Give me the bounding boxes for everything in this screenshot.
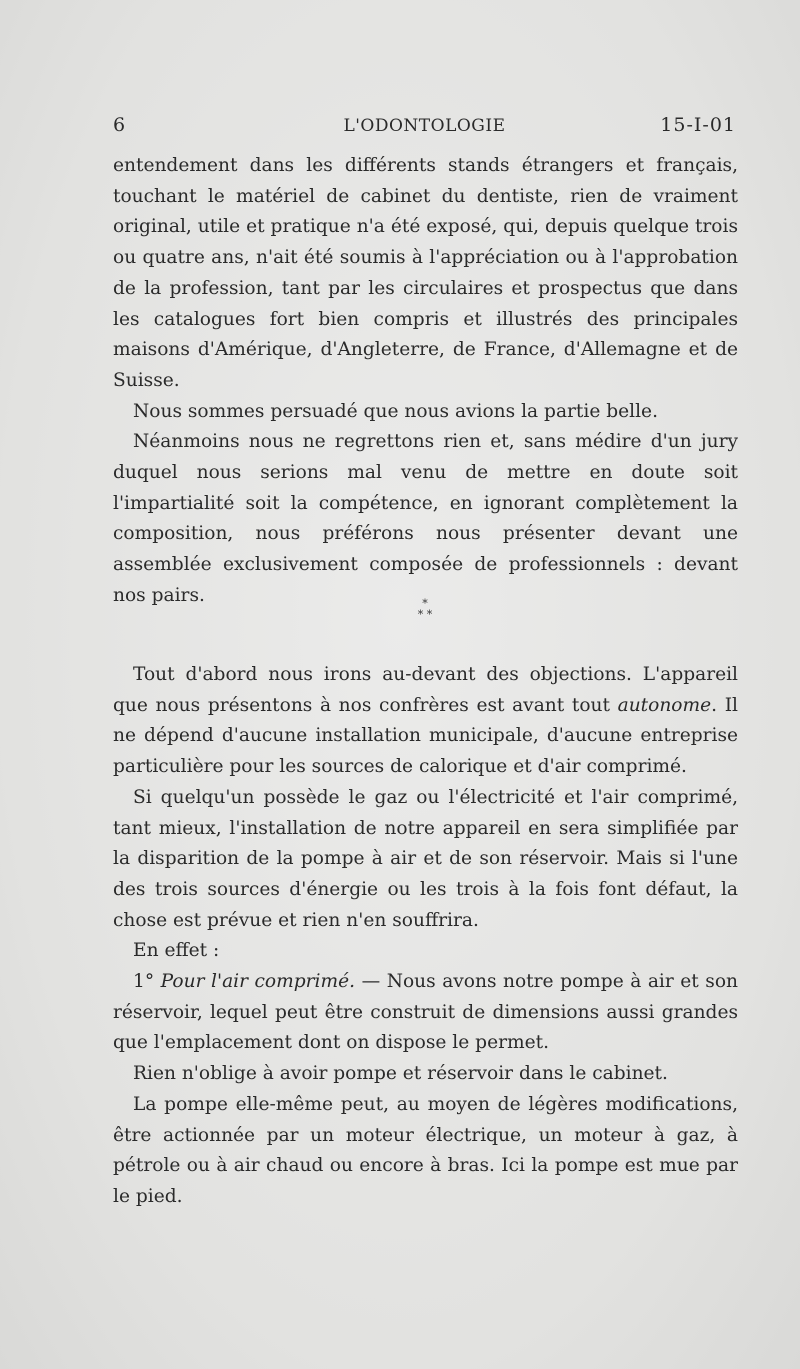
running-head <box>113 114 736 140</box>
paragraph: entendement dans les différents stands étrangers et français, touchant le matériel de cabinet du dentiste, rien de vraiment original, utile et pratique n'a été exposé, qui, depuis quelque trois ou quatre ans, n'ait été soumis à l'appréciation ou à l'approbation de la profession, tant par les circulaires et prospectus que dans les catalogues fort bien compris et illustrés des principales maisons d'Amérique, d'Angleterre, de France, d'Allemagne et de Suisse. <box>113 155 738 391</box>
paragraph <box>113 967 738 1059</box>
asterism-top: * <box>422 597 428 610</box>
italic-heading: Pour l'air comprimé. <box>160 971 356 993</box>
paragraph: En effet : <box>133 940 220 962</box>
section-separator-asterism <box>395 598 455 620</box>
italic-term: autonome <box>617 694 712 716</box>
paragraph: Si quelqu'un possède le gaz ou l'électricité et l'air comprimé, tant mieux, l'installation de notre appareil en sera simplifiée par la disparition de la pompe à air et de son réservoir. Mais si l'une des trois sources d'énergie ou les trois à la fois font défaut, la chose est prévue et rien n'en souffrira. <box>113 786 738 931</box>
text-run: — Nous avons notre pompe à air et son réservoir, lequel peut être construit de dimensions aussi grandes que l'emplacement dont on dispose le permet. <box>113 971 738 1054</box>
paragraph <box>113 660 738 783</box>
paragraph: Rien n'oblige à avoir pompe et réservoir dans le cabinet. <box>133 1063 668 1085</box>
list-number: 1° <box>133 971 155 993</box>
text-block-upper <box>113 151 738 612</box>
asterism-bottom: * * <box>417 608 433 621</box>
issue-date: 15-I-01 <box>660 114 736 136</box>
journal-title: L'ODONTOLOGIE <box>343 116 506 136</box>
text-run: Tout d'abord nous irons au-devant des objections. L'appareil que nous présentons à nos confrères est avant tout <box>113 664 738 716</box>
page-number: 6 <box>113 114 126 136</box>
paragraph: La pompe elle-même peut, au moyen de légères modifications, être actionnée par un moteur électrique, un moteur à gaz, à pétrole ou à air chaud ou encore à bras. Ici la pompe est mue par le pied. <box>113 1093 738 1207</box>
text-block-lower <box>113 660 738 1213</box>
text-run: . Il ne dépend d'aucune installation municipale, d'aucune entreprise particulière pour les sources de calorique et d'air comprimé. <box>113 694 738 778</box>
paragraph: Nous sommes persuadé que nous avions la partie belle. <box>133 400 658 422</box>
paragraph: Néanmoins nous ne regrettons rien et, sans médire d'un jury duquel nous serions mal venu de mettre en doute soit l'impartialité soit la compétence, en ignorant complètement la composition, nous préférons nous présenter devant une assemblée exclusivement composée de professionnels : devant nos pairs. <box>113 431 738 606</box>
